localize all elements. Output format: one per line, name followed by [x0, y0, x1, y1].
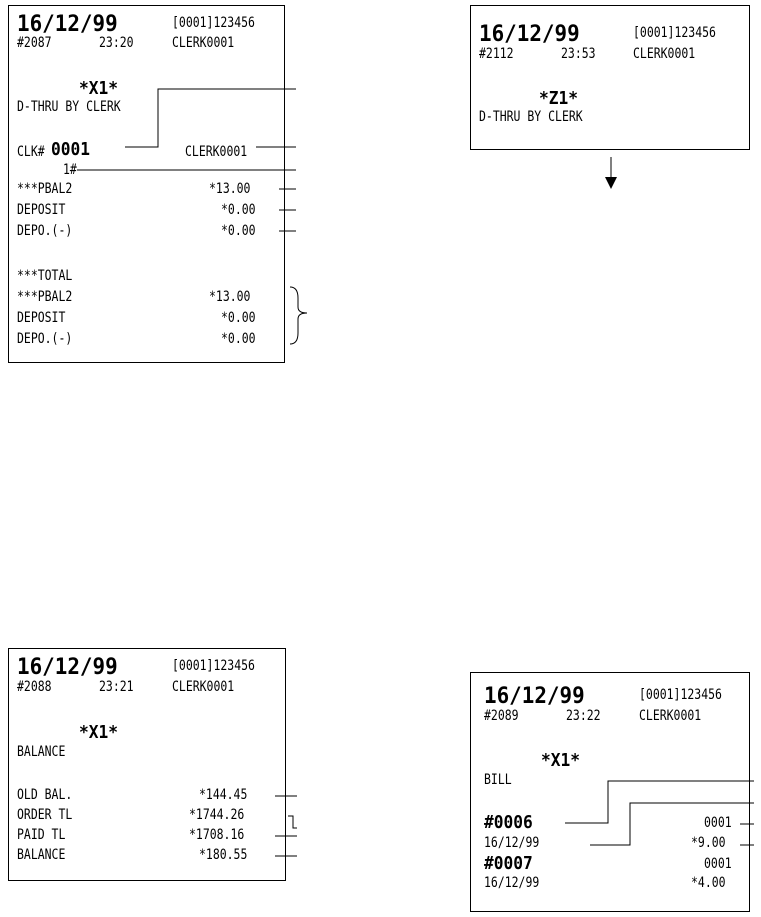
row-label: PAID TL: [17, 827, 66, 843]
row-label: OLD BAL.: [17, 787, 73, 803]
consecutive-number: #2089: [484, 708, 519, 724]
bill-clerk: 0001: [704, 815, 732, 831]
total-row-label: DEPO.(-): [17, 331, 73, 347]
report-time: 23:21: [99, 679, 134, 695]
clerk-code: 0001: [51, 139, 91, 160]
bill-date: 16/12/99: [484, 835, 540, 851]
register-id: [0001]123456: [639, 687, 722, 703]
row-value: *0.00: [221, 223, 256, 239]
report-time: 23:20: [99, 35, 134, 51]
receipt-z1-clerk: [470, 5, 750, 150]
total-brace: [290, 287, 307, 344]
row-value: *1744.26: [189, 807, 245, 823]
report-time: 23:53: [561, 46, 596, 62]
report-date: 16/12/99: [484, 684, 585, 709]
consecutive-number: #2087: [17, 35, 52, 51]
clerk-name: CLERK0001: [172, 679, 235, 695]
report-time: 23:22: [566, 708, 601, 724]
bill-number: #0006: [484, 812, 533, 833]
report-title: BALANCE: [17, 744, 66, 760]
row-value: *1708.16: [189, 827, 245, 843]
row-value: *180.55: [199, 847, 248, 863]
bill-number: #0007: [484, 853, 533, 874]
report-mode: *Z1*: [539, 88, 579, 109]
total-row-value: *0.00: [221, 331, 256, 347]
receipt-x1-clerk: [8, 5, 285, 363]
consecutive-number: #2112: [479, 46, 514, 62]
register-id: [0001]123456: [172, 658, 255, 674]
register-id: [0001]123456: [633, 25, 716, 41]
report-mode: *X1*: [541, 750, 581, 771]
report-title: BILL: [484, 772, 512, 788]
row-label: ORDER TL: [17, 807, 73, 823]
clerk-code-name: CLERK0001: [185, 144, 248, 160]
row-label: DEPO.(-): [17, 223, 73, 239]
report-title: D-THRU BY CLERK: [17, 99, 121, 115]
bill-amount: *4.00: [691, 875, 726, 891]
clerk-name: CLERK0001: [172, 35, 235, 51]
report-date: 16/12/99: [17, 655, 118, 680]
bill-amount: *9.00: [691, 835, 726, 851]
total-row-label: ***PBAL2: [17, 289, 73, 305]
clerk-name: CLERK0001: [633, 46, 696, 62]
row-label: DEPOSIT: [17, 202, 66, 218]
total-label: ***TOTAL: [17, 268, 73, 284]
bill-clerk: 0001: [704, 856, 732, 872]
clerk-name: CLERK0001: [639, 708, 702, 724]
down-arrow-icon: [605, 177, 617, 189]
report-mode: *X1*: [79, 722, 119, 743]
consecutive-number: #2088: [17, 679, 52, 695]
receipt-x1-bill: [470, 672, 750, 912]
row-value: *13.00: [209, 181, 251, 197]
total-row-value: *0.00: [221, 310, 256, 326]
row-value: *144.45: [199, 787, 248, 803]
clerk-prefix: CLK#: [17, 144, 45, 160]
report-mode: *X1*: [79, 78, 119, 99]
callout-order-tl: [288, 816, 297, 828]
row-label: ***PBAL2: [17, 181, 73, 197]
row-label: BALANCE: [17, 847, 66, 863]
total-row-label: DEPOSIT: [17, 310, 66, 326]
bill-date: 16/12/99: [484, 875, 540, 891]
report-date: 16/12/99: [17, 12, 118, 37]
row-value: *0.00: [221, 202, 256, 218]
report-title: D-THRU BY CLERK: [479, 109, 583, 125]
receipt-x1-balance: [8, 648, 286, 881]
register-id: [0001]123456: [172, 15, 255, 31]
report-date: 16/12/99: [479, 22, 580, 47]
transaction-count: 1#: [63, 162, 77, 178]
total-row-value: *13.00: [209, 289, 251, 305]
